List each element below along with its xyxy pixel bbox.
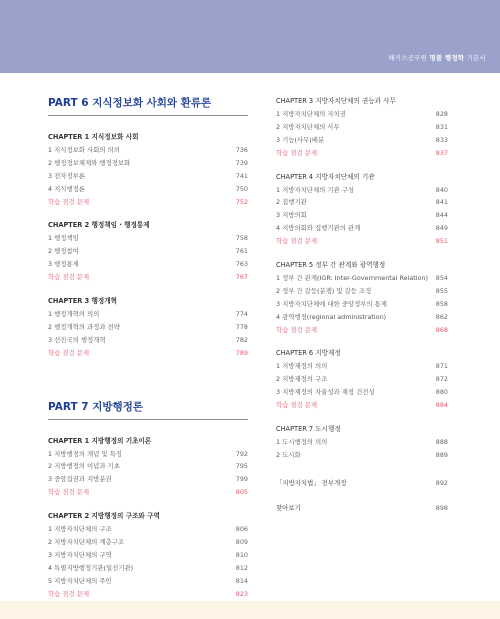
toc-entry[interactable] <box>48 157 248 170</box>
entry-label: 2 행정개혁의 과정과 전략 <box>48 322 120 331</box>
entry-label: 1 지방자치단체의 자치권 <box>276 110 346 118</box>
chapter-title: CHAPTER 6 지방재정 <box>276 349 341 358</box>
entry-page: 809 <box>235 538 248 547</box>
entry-page: 840 <box>435 185 448 194</box>
toc-entry[interactable] <box>48 448 248 461</box>
header-band <box>0 0 500 73</box>
review-entry[interactable] <box>276 235 448 248</box>
part-spacer <box>48 371 248 399</box>
toc-entry[interactable] <box>276 121 448 134</box>
entry-label: 학습 점검 문제 <box>276 401 318 410</box>
entry-label: 3 중앙집권과 지방분권 <box>48 475 112 484</box>
entry-page: 841 <box>435 198 448 207</box>
entry-page: 888 <box>435 438 448 447</box>
entry-label: 학습 점검 문제 <box>48 273 90 282</box>
toc-chapter <box>276 423 448 462</box>
toc-entry[interactable] <box>48 308 248 321</box>
toc-chapter <box>48 131 248 208</box>
entry-label: 1 지방재정의 의의 <box>276 362 328 371</box>
entry-label: 3 지방의회 <box>276 211 307 220</box>
entry-label: 4 지방의회와 집행기관의 관계 <box>276 224 361 233</box>
toc-entry[interactable] <box>276 298 448 311</box>
entry-page: 739 <box>235 158 248 167</box>
entry-label: 찾아보기 <box>276 503 301 512</box>
entry-label: 4 광역행정(regional administration) <box>276 312 387 321</box>
review-entry[interactable] <box>48 588 248 601</box>
toc-entry[interactable] <box>48 549 248 562</box>
toc-entry[interactable] <box>48 170 248 183</box>
toc-entry[interactable] <box>48 460 248 473</box>
appendix-entry[interactable] <box>276 477 448 490</box>
entry-page: 871 <box>435 362 448 371</box>
entry-label: 1 지식정보화 사회의 의의 <box>48 146 120 154</box>
part-number: PART 6 <box>48 97 89 109</box>
entry-label: 4 특별지방행정기관(일선기관) <box>48 563 134 572</box>
review-entry[interactable] <box>48 271 248 284</box>
entry-label: 4 지식행정론 <box>48 184 85 193</box>
toc-entry[interactable] <box>48 562 248 575</box>
toc-chapter <box>276 259 448 336</box>
entry-label: 3 기능(사무)배분 <box>276 135 325 144</box>
toc-chapter <box>276 171 448 248</box>
entry-label: 3 전자정부론 <box>48 171 85 180</box>
entry-page: 789 <box>235 348 248 357</box>
entry-label: 학습 점검 문제 <box>48 348 90 357</box>
entry-page: 792 <box>235 449 248 458</box>
entry-page: 805 <box>235 488 248 497</box>
toc-chapter <box>276 347 448 412</box>
toc-entry[interactable] <box>48 473 248 486</box>
entry-page: 814 <box>235 576 248 585</box>
entry-label: 3 지방재정의 자율성과 재정 건전성 <box>276 388 375 397</box>
entry-label: 2 행정참여 <box>48 247 79 256</box>
entry-page: 892 <box>435 478 448 487</box>
toc-entry[interactable] <box>48 523 248 536</box>
entry-page: 837 <box>435 148 448 157</box>
part-number: PART 7 <box>48 400 89 413</box>
toc-entry[interactable] <box>276 134 448 147</box>
entry-page: 750 <box>235 184 248 193</box>
entry-page: 844 <box>435 211 448 220</box>
review-entry[interactable] <box>48 196 248 209</box>
entry-label: 2 지방자치단체의 계층구조 <box>48 538 125 547</box>
toc-entry[interactable] <box>48 183 248 196</box>
toc-entry[interactable] <box>276 285 448 298</box>
chapter-title: CHAPTER 1 지방행정의 기초이론 <box>48 436 152 445</box>
entry-label: 2 지방자치단체의 사무 <box>276 122 340 131</box>
entry-page: 880 <box>435 388 448 397</box>
toc-entry[interactable] <box>48 258 248 271</box>
entry-label: 1 지방행정의 개념 및 특징 <box>48 449 122 458</box>
toc-entry[interactable] <box>276 184 448 197</box>
entry-label: 3 지방자치단체에 대한 중앙정부의 통제 <box>276 299 387 308</box>
entry-label: 1 행정책임 <box>48 234 79 243</box>
toc-entry[interactable] <box>276 436 448 449</box>
entry-page: 833 <box>435 135 448 144</box>
entry-page: 823 <box>235 589 248 598</box>
toc-entry[interactable] <box>276 108 448 121</box>
entry-label: 2 집행기관 <box>276 198 307 207</box>
entry-page: 854 <box>435 274 448 283</box>
chapter-title: CHAPTER 7 도시행정 <box>276 425 341 434</box>
entry-label: 학습 점검 문제 <box>48 197 90 206</box>
entry-page: 758 <box>235 234 248 243</box>
entry-label: 1 지방자치단체의 기관 구성 <box>276 185 355 194</box>
toc-entry[interactable] <box>276 360 448 373</box>
chapter-title: CHAPTER 5 정부 간 관계와 광역행정 <box>276 261 386 270</box>
toc-entry[interactable] <box>48 536 248 549</box>
entry-page: 851 <box>435 237 448 246</box>
entry-label: 학습 점검 문제 <box>48 589 90 598</box>
entry-page: 774 <box>235 310 248 319</box>
toc-entry[interactable] <box>48 321 248 334</box>
part-title: 지식정보화 사회와 환류론 <box>92 97 212 109</box>
entry-label: 2 도시화 <box>276 450 301 459</box>
toc-chapter <box>48 510 248 600</box>
entry-label: 학습 점검 문제 <box>48 488 90 497</box>
chapter-title: CHAPTER 2 행정책임 · 행정통제 <box>48 221 150 230</box>
book-title <box>388 53 486 62</box>
entry-page: 761 <box>235 247 248 256</box>
book-title-prefix: 해커스공무원 <box>388 54 428 62</box>
review-entry[interactable] <box>276 147 448 160</box>
chapter-title: CHAPTER 2 지방행정의 구조와 구역 <box>48 512 160 521</box>
entry-page: 884 <box>435 401 448 410</box>
chapter-title: CHAPTER 4 지방자치단체의 기관 <box>276 172 375 181</box>
entry-label: 1 도시행정의 의의 <box>276 438 328 447</box>
entry-page: 763 <box>235 260 248 269</box>
entry-page: 812 <box>235 563 248 572</box>
entry-page: 799 <box>235 475 248 484</box>
entry-label: 2 정부 간 갈등(분쟁) 및 갈등 조정 <box>276 286 372 295</box>
review-entry[interactable] <box>276 399 448 412</box>
toc-entry[interactable] <box>48 575 248 588</box>
toc-entry[interactable] <box>276 209 448 222</box>
chapter-title: CHAPTER 3 행정개혁 <box>48 297 118 306</box>
part-heading <box>48 95 248 116</box>
entry-page: 810 <box>235 550 248 559</box>
review-entry[interactable] <box>276 324 448 337</box>
toc-chapter <box>48 435 248 500</box>
toc-entry[interactable] <box>276 272 448 285</box>
entry-label: 「지방자치법」 전부개정 <box>276 478 347 487</box>
toc-entry[interactable] <box>276 222 448 235</box>
entry-label: 2 지방행정의 이념과 기초 <box>48 462 120 471</box>
part-title: 지방행정론 <box>92 400 143 413</box>
entry-label: 1 정부 간 관계(IGR: Inter-Governmental Relation) <box>276 274 429 283</box>
toc-left-column <box>48 95 248 611</box>
entry-label: 3 지방자치단체의 구역 <box>48 550 112 559</box>
entry-page: 795 <box>235 462 248 471</box>
entry-page: 741 <box>235 171 248 180</box>
toc-entry[interactable] <box>48 245 248 258</box>
entry-label: 2 지방재정의 구조 <box>276 375 328 384</box>
toc-entry[interactable] <box>276 386 448 399</box>
entry-label: 3 선진국의 행정개혁 <box>48 335 106 344</box>
entry-page: 806 <box>235 525 248 534</box>
review-entry[interactable] <box>48 486 248 499</box>
toc-entry[interactable] <box>48 232 248 245</box>
entry-page: 782 <box>235 335 248 344</box>
entry-label: 1 지방자치단체의 구조 <box>48 525 112 534</box>
entry-page: 855 <box>435 286 448 295</box>
entry-page: 778 <box>235 322 248 331</box>
toc-chapter <box>48 295 248 360</box>
entry-page: 828 <box>435 110 448 118</box>
entry-page: 831 <box>435 122 448 131</box>
toc-entry[interactable] <box>276 196 448 209</box>
toc-entry[interactable] <box>276 373 448 386</box>
entry-label: 학습 점검 문제 <box>276 148 318 157</box>
entry-page: 736 <box>235 146 248 154</box>
entry-page: 849 <box>435 224 448 233</box>
book-title-bold: 명품 행정학 <box>429 54 465 62</box>
entry-label: 1 행정개혁의 의의 <box>48 310 100 319</box>
entry-page: 752 <box>235 197 248 206</box>
entry-label: 2 행정정보체제와 행정정보화 <box>48 158 131 167</box>
entry-label: 학습 점검 문제 <box>276 237 318 246</box>
entry-page: 898 <box>435 503 448 512</box>
toc-entry[interactable] <box>48 144 248 157</box>
entry-page: 872 <box>435 375 448 384</box>
toc-chapter <box>276 95 448 160</box>
toc-chapter <box>48 219 248 284</box>
entry-label: 3 행정통제 <box>48 260 79 269</box>
part-heading <box>48 399 248 420</box>
entry-label: 학습 점검 문제 <box>276 325 318 334</box>
book-title-suffix: 기본서 <box>466 54 486 62</box>
review-entry[interactable] <box>48 347 248 360</box>
chapter-title: CHAPTER 1 지식정보화 사회 <box>48 133 139 141</box>
entry-page: 868 <box>435 325 448 334</box>
toc-right-column <box>276 95 448 527</box>
entry-page: 858 <box>435 299 448 308</box>
entry-page: 889 <box>435 450 448 459</box>
entry-page: 767 <box>235 273 248 282</box>
entry-page: 862 <box>435 312 448 321</box>
entry-label: 5 지방자치단체의 주민 <box>48 576 112 585</box>
footer-band <box>0 601 500 619</box>
index-entry[interactable] <box>276 502 448 515</box>
toc-entry[interactable] <box>276 311 448 324</box>
chapter-title: CHAPTER 3 지방자치단체의 권능과 사무 <box>276 97 396 105</box>
toc-entry[interactable] <box>276 449 448 462</box>
toc-entry[interactable] <box>48 334 248 347</box>
